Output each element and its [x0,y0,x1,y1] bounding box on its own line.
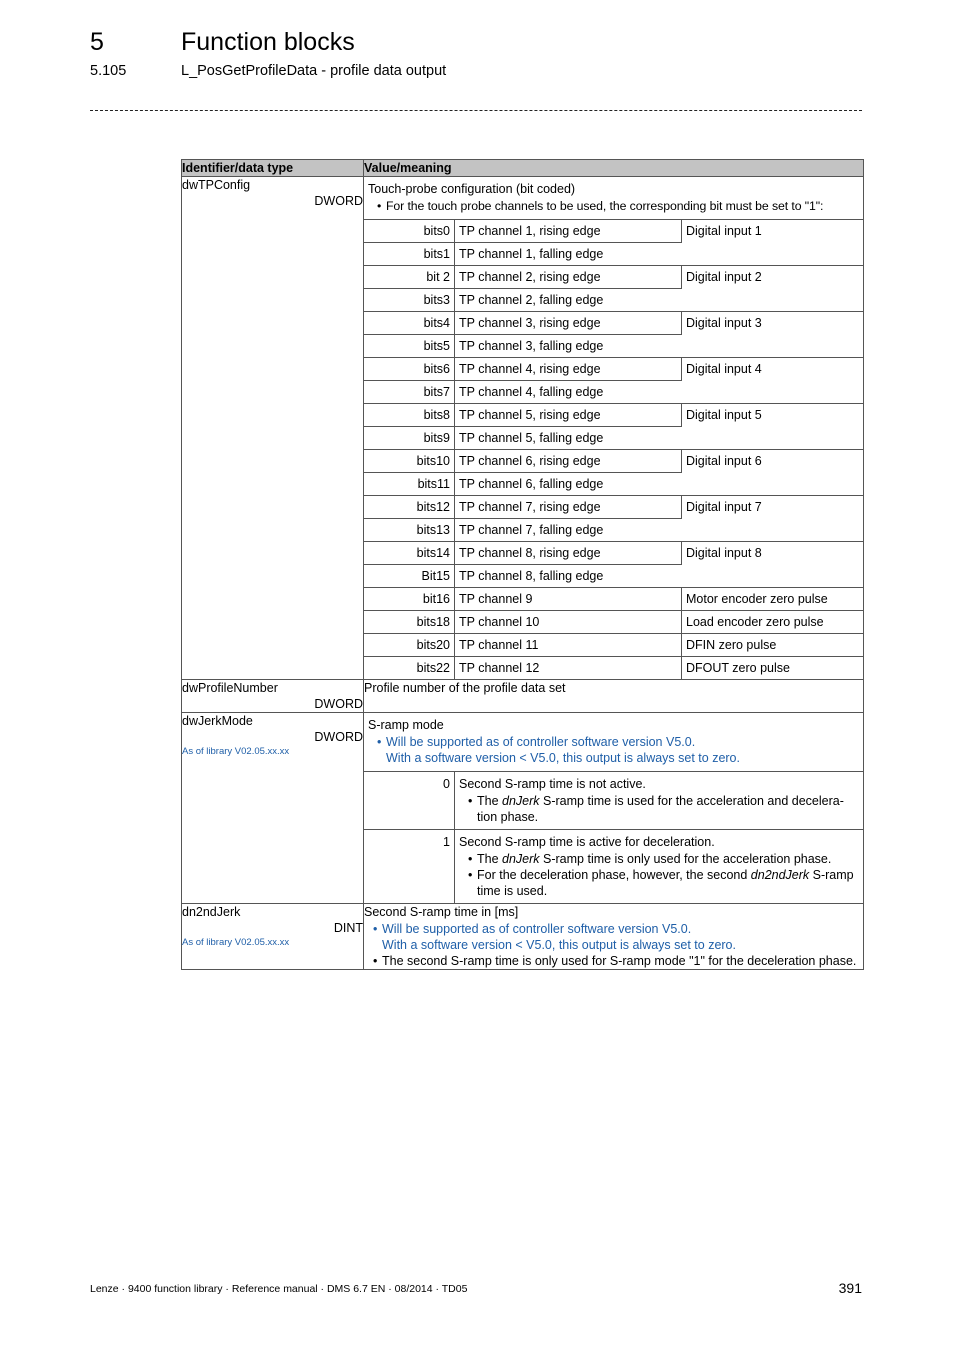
identifier-name: dwTPConfig [182,178,251,192]
bit-label: bits8 [364,404,455,427]
value-cell [364,713,864,904]
bit-label: bits9 [364,427,455,450]
table-row [364,220,863,243]
mode-description [455,830,864,904]
data-type: DWORD [314,730,363,744]
table-row [364,657,863,680]
column-header-value: Value/meaning [364,160,864,177]
touch-probe-bit-table [364,219,863,679]
mode-description [455,772,864,830]
table-row [182,713,864,904]
mode-text: Second S-ramp time is not active. [459,777,646,791]
identifier-name: dn2ndJerk [182,905,241,919]
table-row [364,450,863,473]
bit-label: bits5 [364,335,455,358]
channel-label: TP channel 5, rising edge [455,404,682,427]
table-row [182,904,864,970]
identifier-cell [182,713,364,904]
bullet-item: • The dnJerk S-ramp time is used for the acceleration and decelera-tion phase. [459,793,859,825]
channel-label: TP channel 8, rising edge [455,542,682,565]
version-note-line1: Will be supported as of controller software version V5.0. [382,922,692,936]
channel-label: TP channel 2, falling edge [455,289,682,312]
value-heading: Second S-ramp time in [ms] [364,905,519,919]
bit-label: bits22 [364,657,455,680]
version-note-link[interactable] [368,734,859,766]
table-row [364,358,863,381]
identifier-cell [182,904,364,970]
version-note-line2: With a software version < V5.0, this output is always set to zero. [382,938,736,952]
value-heading: Touch-probe configuration (bit coded) [368,182,576,196]
mode-text: Second S-ramp time is active for deceleration. [459,835,715,849]
channel-label: TP channel 4, rising edge [455,358,682,381]
table-row [364,266,863,289]
mode-row [364,772,863,830]
channel-label: TP channel 4, falling edge [455,381,682,404]
table-row [364,542,863,565]
table-row [182,177,864,680]
value-cell [364,904,864,970]
bit-label: bits0 [364,220,455,243]
channel-label: TP channel 10 [455,611,682,634]
section-title: L_PosGetProfileData - profile data output [181,63,447,79]
bit-label: bit 2 [364,266,455,289]
signal-source: Digital input 7 [682,496,864,542]
bit-label: Bit15 [364,565,455,588]
channel-label: TP channel 8, falling edge [455,565,682,588]
identifier-name: dwProfileNumber [182,681,278,695]
signal-source: Load encoder zero pulse [682,611,864,634]
value-cell [364,680,864,713]
signal-source: Digital input 1 [682,220,864,266]
bit-label: bits6 [364,358,455,381]
bullet-item: • For the deceleration phase, however, the second dn2ndJerk S-ramp time is used. [459,867,859,899]
channel-label: TP channel 6, rising edge [455,450,682,473]
channel-label: TP channel 9 [455,588,682,611]
table-row [182,680,864,713]
table-row [364,404,863,427]
table-row [364,634,863,657]
bit-label: bits18 [364,611,455,634]
bit-label: bits13 [364,519,455,542]
signal-source: Digital input 6 [682,450,864,496]
bit-label: bits3 [364,289,455,312]
parameter-table [181,159,864,970]
header-divider [90,110,862,111]
signal-source: Digital input 3 [682,312,864,358]
bit-label: bits14 [364,542,455,565]
bullet-item: • The second S-ramp time is only used for S-ramp mode "1" for the deceleration phase. [364,953,863,969]
channel-label: TP channel 12 [455,657,682,680]
table-header-row [182,160,864,177]
column-header-identifier: Identifier/data type [182,160,364,177]
value-meaning: Profile number of the profile data set [364,681,566,695]
identifier-cell [182,177,364,680]
bit-label: bits1 [364,243,455,266]
version-note-link[interactable] [364,921,863,953]
channel-label: TP channel 11 [455,634,682,657]
section-number: 5.105 [90,63,127,79]
bit-label: bit16 [364,588,455,611]
data-type: DWORD [314,194,363,208]
bit-label: bits20 [364,634,455,657]
chapter-number: 5 [90,28,104,56]
bit-label: bits10 [364,450,455,473]
mode-value: 1 [364,830,455,904]
jerk-mode-table [364,771,863,903]
signal-source: DFOUT zero pulse [682,657,864,680]
signal-source: Digital input 8 [682,542,864,588]
bit-label: bits12 [364,496,455,519]
library-version-link[interactable]: As of library V02.05.xx.xx [182,746,290,757]
channel-label: TP channel 2, rising edge [455,266,682,289]
signal-source: DFIN zero pulse [682,634,864,657]
signal-source: Digital input 4 [682,358,864,404]
mode-row [364,830,863,904]
table-row [364,312,863,335]
channel-label: TP channel 3, falling edge [455,335,682,358]
value-heading: S-ramp mode [368,718,444,732]
page-number: 391 [838,1280,862,1296]
data-type: DINT [333,921,363,935]
table-row [364,496,863,519]
table-row [364,611,863,634]
version-note-line2: With a software version < V5.0, this output is always set to zero. [386,751,740,765]
bullet-item: • The dnJerk S-ramp time is only used for the acceleration phase. [459,851,859,867]
value-cell [364,177,864,680]
channel-label: TP channel 7, rising edge [455,496,682,519]
mode-value: 0 [364,772,455,830]
footer-text: Lenze · 9400 function library · Reference manual · DMS 6.7 EN · 08/2014 · TD05 [90,1283,468,1295]
library-version-link[interactable]: As of library V02.05.xx.xx [182,937,290,948]
channel-label: TP channel 1, rising edge [455,220,682,243]
signal-source: Digital input 2 [682,266,864,312]
bit-label: bits4 [364,312,455,335]
table-row [364,588,863,611]
channel-label: TP channel 3, rising edge [455,312,682,335]
signal-source: Motor encoder zero pulse [682,588,864,611]
channel-label: TP channel 1, falling edge [455,243,682,266]
bullet-item: • For the touch probe channels to be used, the corresponding bit must be set to "1": [368,198,859,214]
channel-label: TP channel 7, falling edge [455,519,682,542]
identifier-cell [182,680,364,713]
signal-source: Digital input 5 [682,404,864,450]
chapter-title: Function blocks [181,28,355,56]
data-type: DWORD [314,697,363,711]
version-note-line1: Will be supported as of controller software version V5.0. [386,735,696,749]
bit-label: bits11 [364,473,455,496]
bit-label: bits7 [364,381,455,404]
channel-label: TP channel 6, falling edge [455,473,682,496]
channel-label: TP channel 5, falling edge [455,427,682,450]
identifier-name: dwJerkMode [182,714,253,728]
